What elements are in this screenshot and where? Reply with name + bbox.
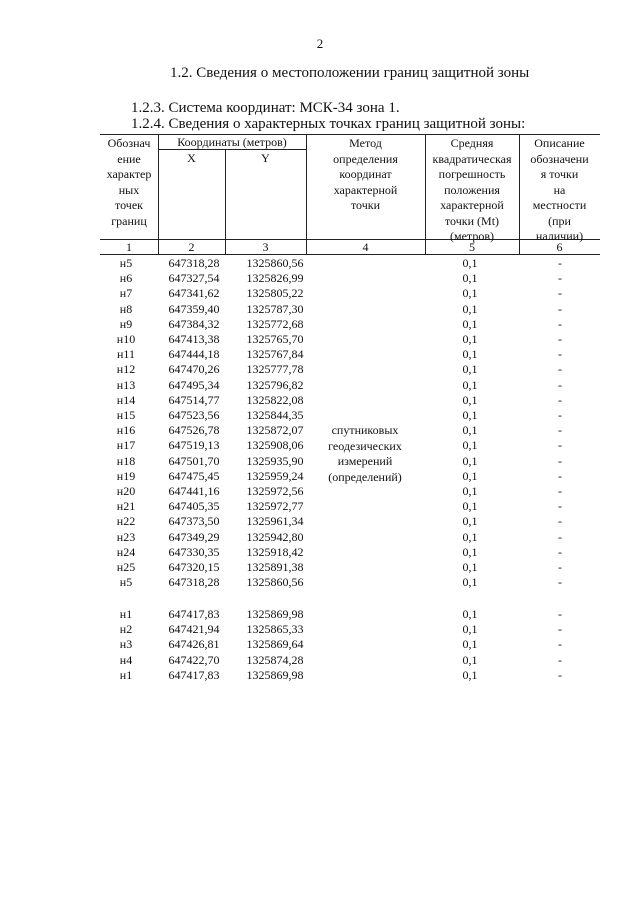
x-coord-cell: 647514,77	[168, 392, 220, 407]
table-row	[100, 499, 600, 514]
y-coord-cell: 1325972,77	[246, 499, 304, 514]
description-cell: -	[558, 271, 562, 286]
header-point-line: границ	[111, 213, 147, 228]
point-id-cell: н4	[119, 652, 133, 667]
header-method-line: характерной	[333, 182, 398, 197]
x-coord-cell: 647349,29	[168, 529, 220, 544]
error-cell: 0,1	[462, 332, 478, 346]
description-cell: -	[558, 408, 562, 422]
point-id-cell: н9	[119, 316, 133, 331]
table-row	[100, 575, 600, 590]
y-coord-cell: 1325765,70	[246, 332, 304, 346]
x-coord-cell: 647444,18	[168, 347, 220, 362]
header-y: Y	[261, 151, 270, 165]
col-number-2: 2	[188, 240, 195, 254]
point-id-cell: н11	[117, 347, 135, 362]
x-coord-cell: 647519,13	[168, 438, 220, 453]
description-cell: -	[558, 438, 562, 453]
col-number-3: 3	[262, 240, 269, 254]
error-cell: 0,1	[462, 667, 478, 682]
x-coord-cell: 647318,28	[168, 256, 220, 270]
error-cell: 0,1	[462, 347, 478, 362]
description-cell: -	[558, 468, 562, 483]
header-point-line: ных	[118, 182, 140, 197]
header-coordinates: Координаты (метров)	[177, 135, 287, 149]
method-line: геодезических	[328, 438, 402, 453]
y-coord-cell: 1325869,64	[246, 637, 304, 652]
y-coord-cell: 1325918,42	[246, 544, 304, 559]
point-id-cell: н12	[116, 362, 136, 377]
header-error-line: Средняя	[450, 136, 494, 150]
point-id-cell: н21	[116, 499, 136, 514]
header-error-line: положения	[444, 182, 500, 197]
point-id-cell: н17	[116, 438, 136, 453]
y-coord-cell: 1325961,34	[246, 514, 304, 529]
header-point-designation	[100, 136, 158, 229]
y-coord-cell: 1325874,28	[246, 652, 304, 667]
header-desc-line: я точки	[540, 167, 579, 181]
x-coord-cell: 647405,35	[168, 499, 220, 514]
error-cell: 0,1	[462, 377, 478, 392]
table-row	[100, 286, 600, 301]
point-id-cell: н16	[116, 423, 136, 438]
point-id-cell: н7	[119, 286, 133, 301]
table-row	[100, 668, 600, 683]
description-cell: -	[558, 256, 562, 270]
description-cell: -	[558, 652, 562, 667]
header-point-line: характер	[106, 167, 152, 181]
point-id-cell: н24	[116, 544, 136, 559]
x-coord-cell: 647526,78	[168, 423, 220, 438]
header-desc-line: обозначени	[530, 151, 589, 166]
point-id-cell: н8	[119, 301, 133, 316]
y-coord-cell: 1325772,68	[246, 316, 304, 331]
error-cell: 0,1	[462, 271, 478, 286]
header-description	[519, 136, 600, 245]
error-cell: 0,1	[462, 408, 478, 422]
x-coord-cell: 647495,34	[168, 377, 220, 392]
point-id-cell: н15	[116, 408, 136, 422]
x-coord-cell: 647501,70	[168, 453, 220, 468]
description-cell: -	[558, 316, 562, 331]
error-cell: 0,1	[462, 607, 478, 621]
table-row	[100, 332, 600, 347]
description-cell: -	[558, 423, 562, 438]
table-caption: 1.2.4. Сведения о характерных точках границ защитной зоны:	[131, 116, 526, 132]
error-cell: 0,1	[462, 438, 478, 453]
point-id-cell: н22	[116, 514, 136, 529]
y-coord-cell: 1325826,99	[246, 271, 304, 286]
method-line: (определений)	[328, 469, 402, 484]
description-cell: -	[558, 560, 562, 574]
error-cell: 0,1	[462, 301, 478, 316]
x-coord-cell: 647373,50	[168, 514, 220, 529]
method-cell	[305, 423, 425, 485]
x-coord-cell: 647523,56	[168, 408, 220, 422]
error-cell: 0,1	[462, 499, 478, 514]
x-coord-cell: 647320,15	[168, 560, 220, 574]
header-error-line: (метров)	[450, 229, 494, 243]
y-coord-cell: 1325822,08	[246, 392, 304, 407]
table-row	[100, 393, 600, 408]
point-id-cell: н23	[116, 529, 136, 544]
error-cell: 0,1	[462, 286, 478, 301]
description-cell: -	[558, 575, 562, 590]
header-x: X	[187, 151, 196, 165]
error-cell: 0,1	[462, 468, 478, 483]
table-row	[100, 607, 600, 622]
point-id-cell: н5	[119, 256, 133, 270]
y-coord-cell: 1325805,22	[246, 286, 304, 301]
x-coord-cell: 647421,94	[168, 622, 220, 637]
header-error-line: характерной	[440, 198, 504, 212]
header-desc-line: местности	[532, 198, 587, 212]
y-coord-cell: 1325860,56	[246, 575, 304, 590]
error-cell: 0,1	[462, 560, 478, 574]
point-id-cell: н18	[116, 453, 136, 468]
header-error-line: погрешность	[438, 167, 506, 181]
y-coord-cell: 1325872,07	[246, 423, 304, 438]
description-cell: -	[558, 544, 562, 559]
description-cell: -	[558, 622, 562, 637]
col-number-4: 4	[362, 240, 369, 254]
point-id-cell: н2	[119, 622, 133, 637]
header-method-line: Метод	[349, 136, 382, 150]
header-desc-line: на	[553, 182, 566, 197]
description-cell: -	[558, 484, 562, 498]
error-cell: 0,1	[462, 484, 478, 498]
description-cell: -	[558, 347, 562, 362]
table-row	[100, 378, 600, 393]
header-desc-line: Описание	[534, 136, 585, 150]
point-id-cell: н19	[116, 468, 136, 483]
table-row	[100, 530, 600, 545]
y-coord-cell: 1325865,33	[246, 622, 304, 637]
x-coord-cell: 647413,38	[168, 332, 220, 346]
x-coord-cell: 647341,62	[168, 286, 220, 301]
x-coord-cell: 647359,40	[168, 301, 220, 316]
x-coord-cell: 647330,35	[168, 544, 220, 559]
x-coord-cell: 647441,16	[168, 484, 220, 498]
point-id-cell: н13	[116, 377, 136, 392]
y-coord-cell: 1325935,90	[246, 453, 304, 468]
error-cell: 0,1	[462, 514, 478, 529]
error-cell: 0,1	[462, 622, 478, 637]
header-desc-line: наличии)	[535, 229, 584, 243]
section-title: 1.2. Сведения о местоположении границ защитной зоны	[170, 65, 530, 81]
y-coord-cell: 1325869,98	[246, 667, 304, 682]
description-cell: -	[558, 529, 562, 544]
y-coord-cell: 1325908,06	[246, 438, 304, 453]
point-id-cell: н5	[119, 575, 133, 590]
point-id-cell: н20	[116, 484, 136, 498]
table-row	[100, 362, 600, 377]
x-coord-cell: 647417,83	[168, 607, 220, 621]
point-id-cell: н1	[119, 667, 133, 682]
error-cell: 0,1	[462, 652, 478, 667]
description-cell: -	[558, 392, 562, 407]
description-cell: -	[558, 607, 562, 621]
description-cell: -	[558, 301, 562, 316]
x-coord-cell: 647318,28	[168, 575, 220, 590]
point-id-cell: н6	[119, 271, 133, 286]
point-id-cell: н1	[119, 607, 133, 621]
error-cell: 0,1	[462, 637, 478, 652]
x-coord-cell: 647422,70	[168, 652, 220, 667]
description-cell: -	[558, 362, 562, 377]
y-coord-cell: 1325787,30	[246, 301, 304, 316]
table-row	[100, 408, 600, 423]
description-cell: -	[558, 514, 562, 529]
description-cell: -	[558, 377, 562, 392]
x-coord-cell: 647327,54	[168, 271, 220, 286]
page-number: 2	[316, 36, 324, 51]
table-row	[100, 302, 600, 317]
method-line: измерений	[337, 454, 393, 468]
error-cell: 0,1	[462, 392, 478, 407]
method-line: спутниковых	[331, 423, 399, 437]
error-cell: 0,1	[462, 362, 478, 377]
error-cell: 0,1	[462, 544, 478, 559]
col-number-6: 6	[556, 240, 563, 254]
y-coord-cell: 1325860,56	[246, 256, 304, 270]
table-row	[100, 560, 600, 575]
table-row	[100, 545, 600, 560]
error-cell: 0,1	[462, 575, 478, 590]
header-desc-line: (при	[548, 213, 571, 228]
y-coord-cell: 1325891,38	[246, 560, 304, 574]
point-id-cell: н10	[116, 332, 136, 346]
header-point-line: точек	[115, 198, 143, 212]
description-cell: -	[558, 499, 562, 514]
table-row	[100, 347, 600, 362]
header-point-line: Обознач	[107, 136, 151, 150]
error-cell: 0,1	[462, 453, 478, 468]
y-coord-cell: 1325942,80	[246, 529, 304, 544]
header-error-line: квадратическая	[432, 151, 512, 166]
y-coord-cell: 1325796,82	[246, 377, 304, 392]
y-coord-cell: 1325777,78	[246, 362, 304, 377]
y-coord-cell: 1325959,24	[246, 468, 304, 483]
y-coord-cell: 1325844,35	[246, 408, 304, 422]
error-cell: 0,1	[462, 423, 478, 438]
description-cell: -	[558, 453, 562, 468]
col-numbers-bottom-border	[100, 254, 600, 255]
header-method-line: точки	[350, 198, 381, 212]
error-cell: 0,1	[462, 316, 478, 331]
x-coord-cell: 647470,26	[168, 362, 220, 377]
description-cell: -	[558, 286, 562, 301]
table-row	[100, 514, 600, 529]
table-row	[100, 637, 600, 652]
table-row	[100, 256, 600, 271]
header-method	[306, 136, 425, 214]
table-row	[100, 317, 600, 332]
coordinate-system-line: 1.2.3. Система координат: МСК-34 зона 1.	[131, 100, 400, 116]
col-number-1: 1	[126, 240, 132, 254]
x-coord-cell: 647475,45	[168, 468, 220, 483]
description-cell: -	[558, 332, 562, 346]
y-coord-cell: 1325767,84	[246, 347, 304, 362]
table-row	[100, 653, 600, 668]
description-cell: -	[558, 667, 562, 682]
description-cell: -	[558, 637, 562, 652]
x-coord-cell: 647384,32	[168, 316, 220, 331]
x-coord-cell: 647417,83	[168, 667, 220, 682]
y-coord-cell: 1325972,56	[246, 484, 304, 498]
table-row	[100, 271, 600, 286]
point-id-cell: н14	[116, 392, 136, 407]
y-coord-cell: 1325869,98	[246, 607, 304, 621]
header-method-line: координат	[339, 167, 392, 181]
x-coord-cell: 647426,81	[168, 637, 220, 652]
header-point-line: ение	[117, 151, 141, 166]
point-id-cell: н3	[119, 637, 133, 652]
header-error-line: точки (Mt)	[444, 213, 500, 228]
error-cell: 0,1	[462, 529, 478, 544]
error-cell: 0,1	[462, 256, 478, 270]
header-rms-error	[425, 136, 519, 245]
point-id-cell: н25	[116, 560, 136, 574]
header-method-line: определения	[333, 151, 398, 166]
table-row	[100, 622, 600, 637]
col-number-5: 5	[469, 240, 475, 254]
table-row	[100, 484, 600, 499]
